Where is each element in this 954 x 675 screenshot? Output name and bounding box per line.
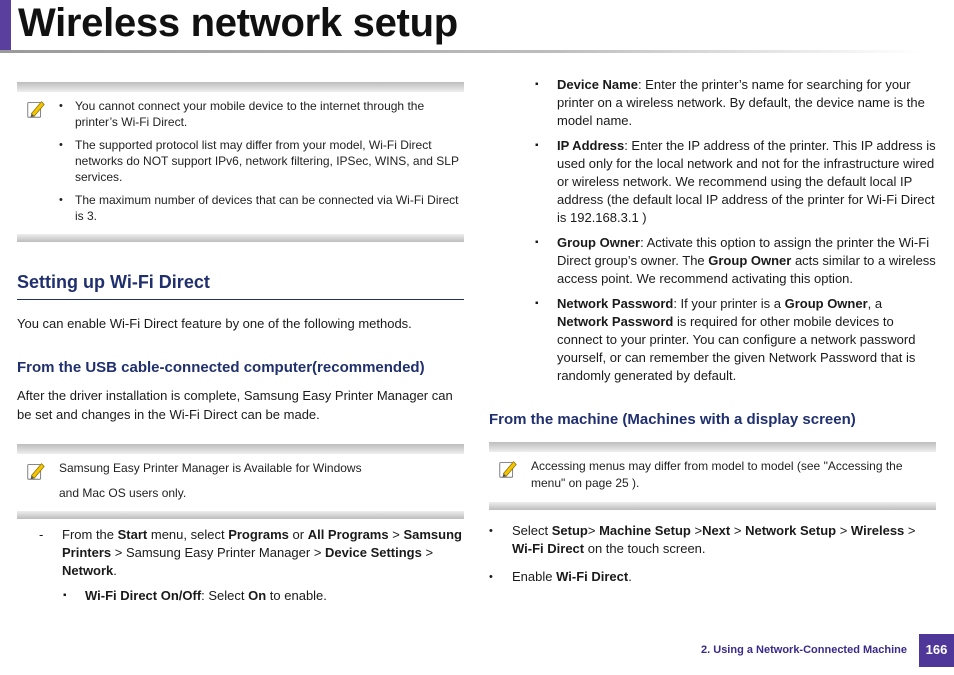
menu-programs: Programs [228, 527, 289, 542]
note-item [59, 137, 464, 185]
menu-setup: Setup [551, 523, 588, 538]
usb-paragraph: After the driver installation is complete, Samsung Easy Printer Manager can be set and changes in the Wi-Fi Direct can be made. [17, 388, 453, 422]
option-emphasis: Group Owner [784, 296, 868, 311]
step-text: From the [62, 527, 118, 542]
step-text: > [730, 523, 746, 538]
menu-samsung-printers: Samsung Printers [62, 527, 462, 560]
step-text: > [421, 545, 434, 560]
menu-next: Next [702, 523, 731, 538]
square-bullet: ▪ [535, 140, 539, 151]
option-text: : Select [201, 588, 249, 603]
usb-heading: From the USB cable-connected computer(recommended) [17, 359, 425, 376]
option-text: is required for other mobile devices to connect to your printer. You can configure a network password yourself, or can remember the given Network Password that is randomly generated by default. [557, 314, 916, 383]
note-list [59, 98, 464, 224]
dash-marker: - [39, 527, 44, 542]
menu-wireless: Wireless [850, 523, 905, 538]
note-item [59, 192, 464, 224]
menu-network: Network [62, 563, 114, 578]
note-bottom-bar [489, 502, 936, 510]
note-text: Accessing menus may differ from model to model (see "Accessing the menu" on page 25 ). [531, 459, 903, 490]
step-text: menu, select [147, 527, 229, 542]
menu-machine-setup: Machine Setup [599, 523, 691, 538]
note-top-bar [17, 82, 464, 92]
ip-address-item [489, 137, 936, 227]
option-text: to enable. [266, 588, 327, 603]
round-bullet: • [489, 571, 493, 583]
pencil-note-icon [25, 460, 47, 482]
square-bullet: ▪ [535, 79, 539, 90]
step-text: Enable [512, 569, 557, 584]
note-body [489, 452, 936, 502]
menu-network-setup: Network Setup [745, 523, 837, 538]
footer-chapter-label: 2. Using a Network-Connected Machine [701, 644, 907, 656]
note-bottom-bar [17, 234, 464, 242]
option-label: IP Address [557, 138, 625, 153]
note-line: Samsung Easy Printer Manager is Available for Windows [59, 461, 362, 475]
option-text: acts similar to a wireless access point. We recommend activating this option. [557, 253, 936, 286]
step-text: > Samsung Easy Printer Manager > [111, 545, 326, 560]
header-accent-bar [0, 0, 11, 52]
intro-paragraph: You can enable Wi-Fi Direct feature by one of the following methods. [17, 316, 412, 331]
pencil-note-icon [497, 458, 519, 480]
step-text: > [587, 523, 600, 538]
note-item [59, 98, 464, 130]
menu-wifi-direct: Wi-Fi Direct [556, 569, 629, 584]
machine-step-select [489, 522, 936, 558]
note-box-wifi-direct-limits [17, 82, 464, 242]
menu-start: Start [117, 527, 148, 542]
option-emphasis: Group Owner [708, 253, 792, 268]
pencil-note-icon [25, 98, 47, 120]
option-text: : If your printer is a [673, 296, 785, 311]
step-text: . [628, 569, 632, 584]
right-column [489, 76, 936, 596]
step-text: > [388, 527, 404, 542]
option-label: Network Password [557, 296, 674, 311]
note-box-easy-printer-manager [17, 444, 464, 519]
wifi-direct-onoff-item [17, 587, 464, 605]
group-owner-item [489, 234, 936, 288]
page-title: Wireless network setup [18, 1, 458, 45]
option-text: : Activate this option to assign the printer the Wi-Fi Direct group’s owner. The [557, 235, 930, 268]
note-body [17, 92, 464, 234]
device-name-item [489, 76, 936, 130]
left-column [17, 82, 464, 605]
option-text: : Enter the printer’s name for searching for your printer on a wireless network. By default, the device name is the model name. [557, 77, 925, 128]
step-text: > [690, 523, 703, 538]
square-bullet: ▪ [63, 590, 67, 601]
note-item-text: • The supported protocol list may differ from your model, Wi-Fi Direct networks do NOT support IPv6, network filtering, IPSec, WINS, and SLP services. [75, 138, 459, 184]
option-text: , a [867, 296, 883, 311]
title-divider [0, 50, 920, 53]
note-item-text: • The maximum number of devices that can be connected via Wi-Fi Direct is 3. [75, 193, 459, 223]
step-text: or [288, 527, 308, 542]
round-bullet: • [489, 525, 493, 537]
note-top-bar [17, 444, 464, 454]
square-bullet: ▪ [535, 237, 539, 248]
step-text: Select [512, 523, 552, 538]
option-text: : Enter the IP address of the printer. This IP address is used only for the local network and not for the infrastructure wired or wireless network. We recommend using the default local IP address (the default local IP address of the printer for Wi-Fi Direct is 192.168.3.1 ) [557, 138, 936, 225]
note-top-bar [489, 442, 936, 452]
page-number-badge: 166 [919, 634, 954, 667]
section-heading: Setting up Wi-Fi Direct [17, 272, 464, 300]
note-box-accessing-menus [489, 442, 936, 510]
usb-step [17, 526, 464, 580]
step-text: > [836, 523, 851, 538]
square-bullet: ▪ [535, 298, 539, 309]
step-text: > [904, 523, 916, 538]
note-item-text: • You cannot connect your mobile device to the internet through the printer’s Wi-Fi Direct. [75, 99, 425, 129]
machine-step-enable [489, 568, 936, 586]
option-label: Group Owner [557, 235, 641, 250]
step-text: on the touch screen. [584, 541, 706, 556]
step-text: . [113, 563, 117, 578]
option-label: Wi-Fi Direct On/Off [85, 588, 202, 603]
note-line: and Mac OS users only. [59, 486, 187, 500]
option-label: Device Name [557, 77, 638, 92]
menu-wifi-direct: Wi-Fi Direct [512, 541, 585, 556]
note-bottom-bar [17, 511, 464, 519]
option-value: On [248, 588, 267, 603]
network-password-item [489, 295, 936, 385]
menu-all-programs: All Programs [307, 527, 389, 542]
option-emphasis: Network Password [557, 314, 674, 329]
menu-device-settings: Device Settings [325, 545, 422, 560]
machine-heading: From the machine (Machines with a display screen) [489, 411, 856, 428]
note-body [17, 454, 464, 511]
